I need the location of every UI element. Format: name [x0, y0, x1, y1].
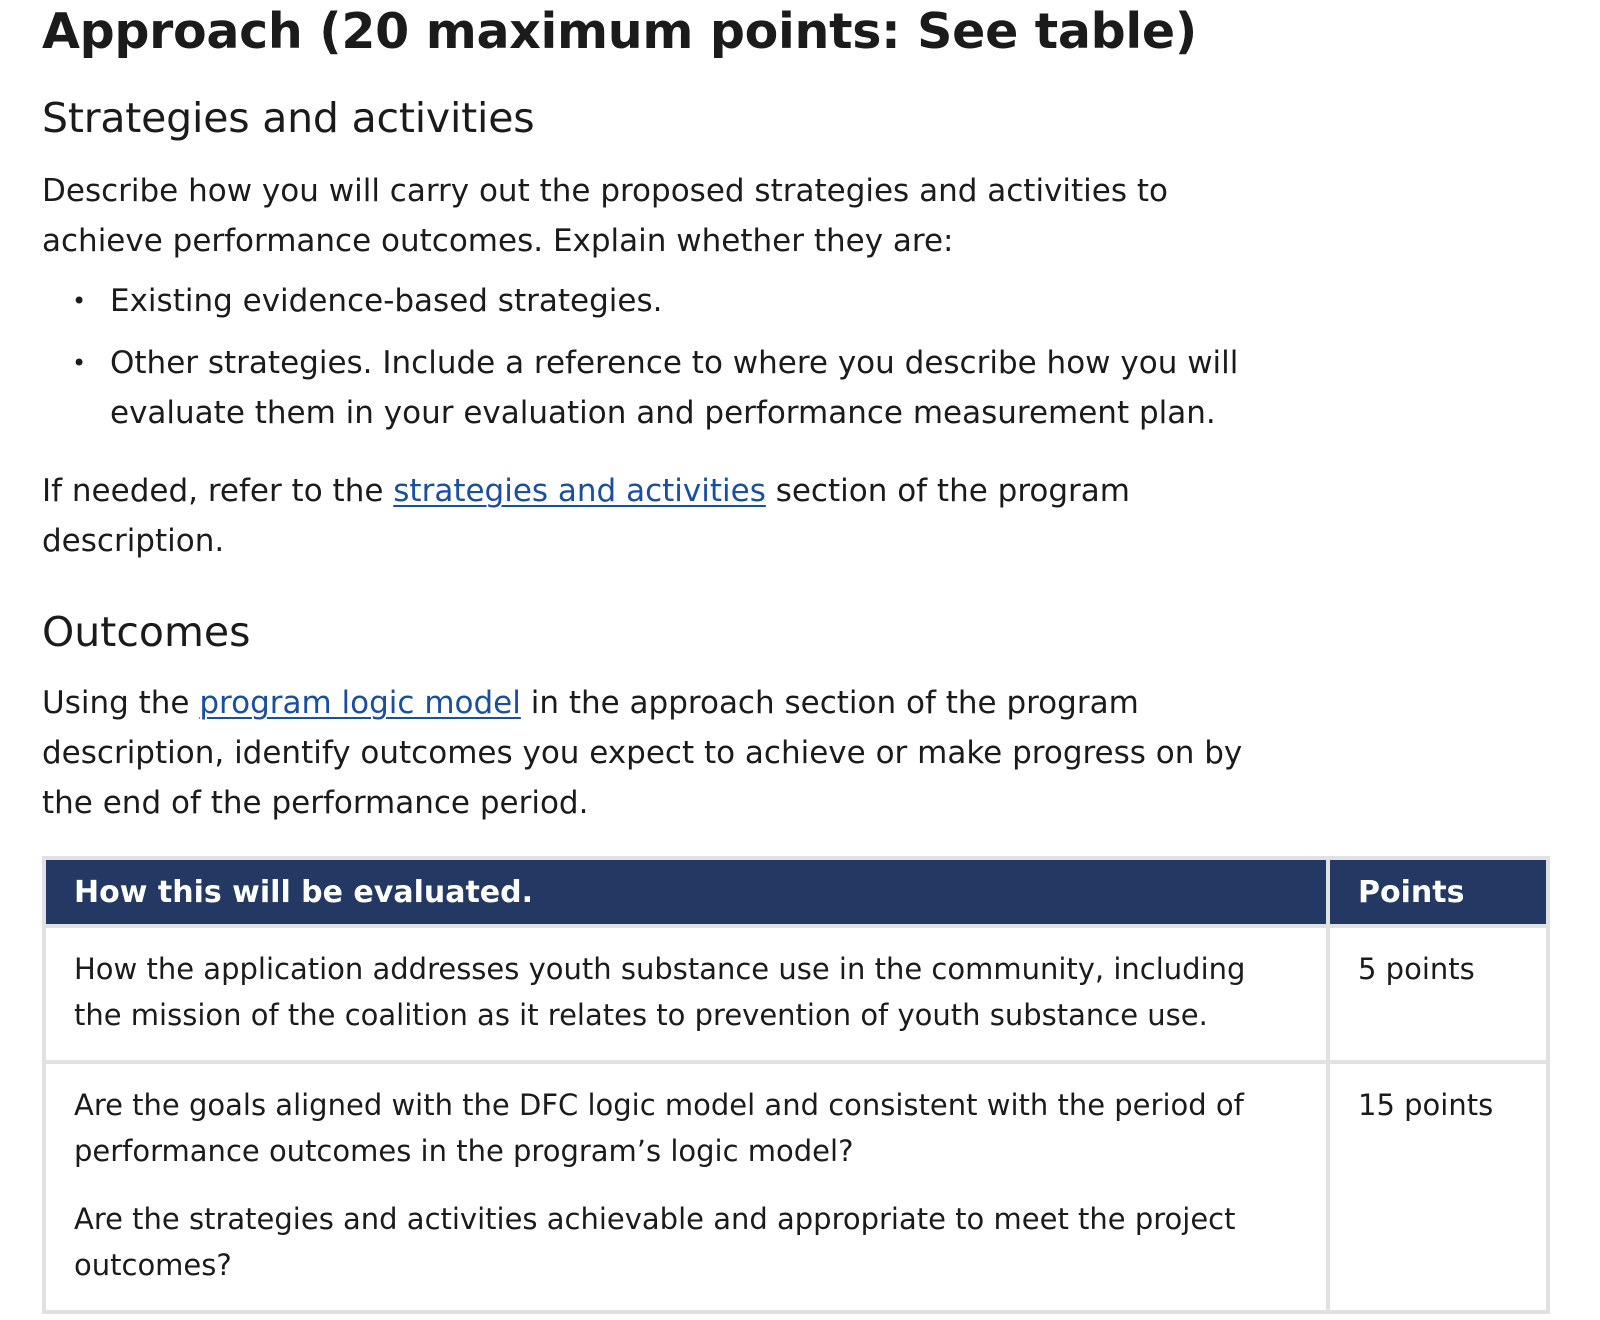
- strategies-reference: [42, 466, 1282, 566]
- criteria-cell: [44, 1062, 1328, 1312]
- bullet-icon: •: [72, 287, 87, 315]
- strategies-list: [42, 276, 1310, 438]
- program-logic-model-link[interactable]: program logic model: [199, 685, 521, 721]
- bullet-icon: •: [72, 349, 87, 377]
- evaluation-table: [42, 856, 1550, 1314]
- criteria-cell: [44, 926, 1328, 1062]
- outcomes-heading: Outcomes: [42, 608, 251, 656]
- list-item: [72, 276, 1310, 326]
- criteria-text: Are the strategies and activities achievable and appropriate to meet the project outcomes?: [74, 1202, 1236, 1282]
- list-item: [72, 338, 1310, 438]
- outcomes-text-after: in the approach section of the program description, identify outcomes you expect to achieve or make progress on by the end of the performance period.: [42, 685, 1243, 821]
- criteria-text: How the application addresses youth substance use in the community, including the mission of the coalition as it relates to prevention of youth substance use.: [74, 952, 1246, 1032]
- criteria-text: Are the goals aligned with the DFC logic model and consistent with the period of performance outcomes in the program’s logic model?: [74, 1088, 1244, 1168]
- page-title: Approach (20 maximum points: See table): [42, 3, 1197, 60]
- table-row: [44, 1062, 1548, 1312]
- header-points: Points: [1328, 858, 1548, 926]
- outcomes-text: [42, 678, 1282, 828]
- reference-text-after: section of the program description.: [42, 473, 1130, 559]
- points-cell: 15 points: [1328, 1062, 1548, 1312]
- reference-text-before: If needed, refer to the: [42, 473, 394, 509]
- list-item-text: Existing evidence-based strategies.: [110, 283, 663, 319]
- outcomes-text-before: Using the: [42, 685, 200, 721]
- strategies-and-activities-link[interactable]: strategies and activities: [393, 473, 766, 509]
- list-item-text: Other strategies. Include a reference to where you describe how you will evaluate them in your evaluation and performance measurement plan.: [110, 345, 1239, 431]
- header-criteria: How this will be evaluated.: [44, 858, 1328, 926]
- table-header-row: [44, 858, 1548, 926]
- strategies-intro: Describe how you will carry out the proposed strategies and activities to achieve performance outcomes. Explain whether they are:: [42, 173, 1168, 259]
- strategies-heading: Strategies and activities: [42, 94, 535, 142]
- points-cell: 5 points: [1328, 926, 1548, 1062]
- table-row: [44, 926, 1548, 1062]
